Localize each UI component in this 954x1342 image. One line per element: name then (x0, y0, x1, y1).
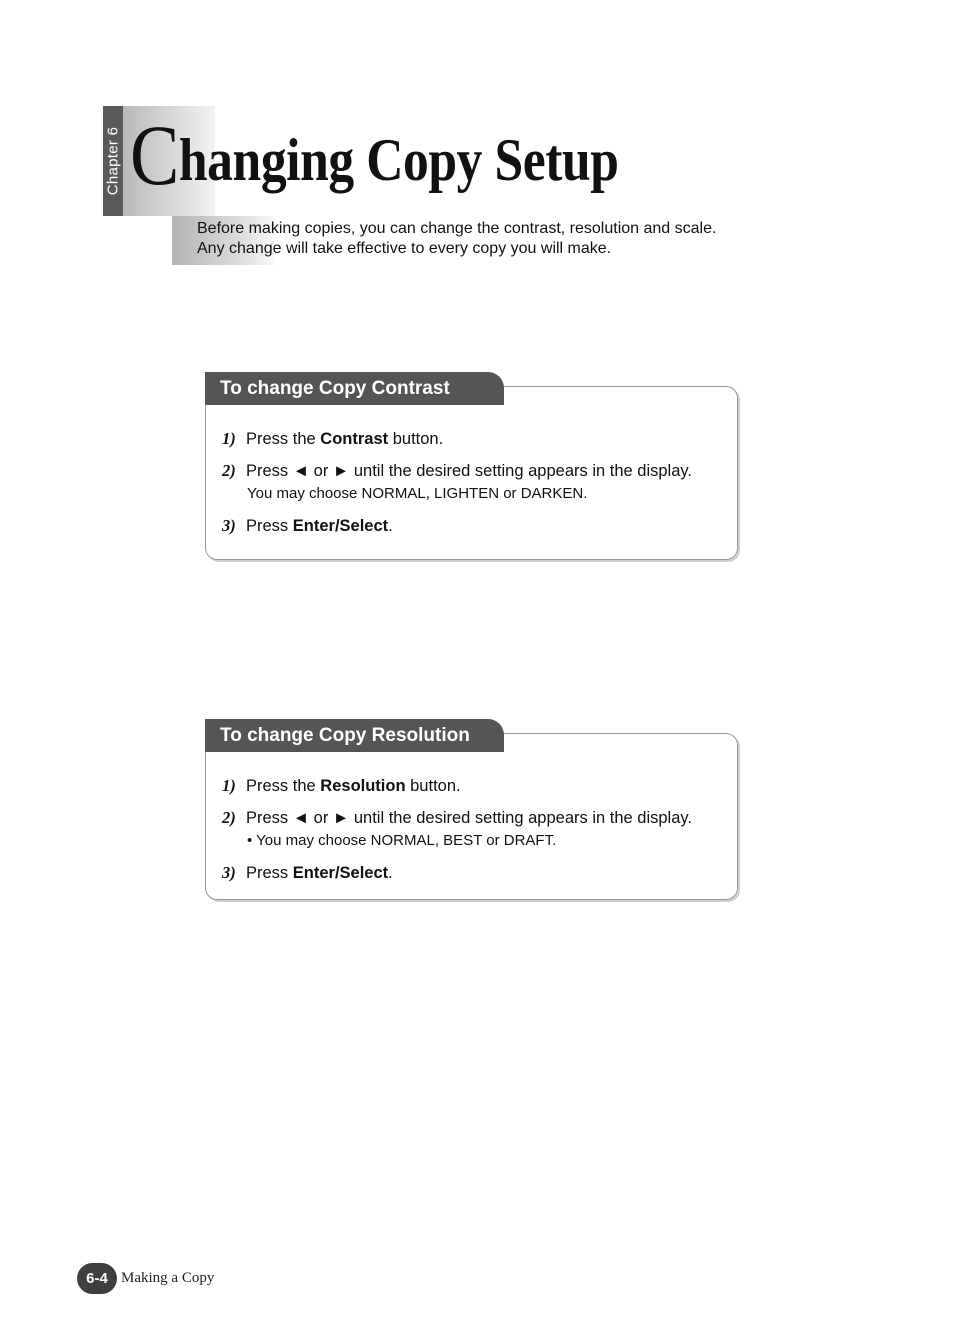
contrast-step-3 (222, 516, 393, 536)
step-text: Press the (246, 430, 321, 448)
contrast-step-1 (222, 429, 443, 449)
contrast-button-label: Contrast (320, 430, 389, 448)
step-text: button. (405, 777, 461, 795)
step-text: Press (246, 864, 293, 882)
footer-section-label: Making a Copy (121, 1270, 215, 1286)
resolution-step-3 (222, 863, 393, 883)
chapter-label: Chapter 6 (104, 126, 122, 196)
intro-text: Before making copies, you can change the contrast, resolution and scale. Any change will take effective to every copy you will make. (197, 220, 717, 257)
step-number: 1) (222, 429, 236, 448)
step-number: 3) (222, 516, 236, 535)
page-title (130, 107, 619, 203)
contrast-step-2 (222, 461, 692, 481)
chapter-tab (103, 106, 123, 216)
resolution-section-heading: To change Copy Resolution (205, 719, 504, 752)
step-number: 1) (222, 776, 236, 795)
step-text: button. (388, 430, 444, 448)
step-number: 3) (222, 863, 236, 882)
step-text: Press (246, 517, 293, 535)
step-text: Press the (246, 777, 321, 795)
step-text: . (388, 864, 393, 882)
resolution-step-1 (222, 776, 461, 796)
resolution-options-note: • You may choose NORMAL, BEST or DRAFT. (247, 832, 557, 849)
step-text: Press ◄ or ► until the desired setting appears in the display. (246, 462, 692, 480)
page-number-badge: 6-4 (77, 1263, 117, 1294)
title-rest: hanging Copy Setup (178, 127, 619, 193)
contrast-section-heading: To change Copy Contrast (205, 372, 504, 405)
step-text: . (388, 517, 393, 535)
enter-select-label: Enter/Select (292, 864, 389, 882)
title-initial: C (130, 107, 179, 203)
step-number: 2) (222, 808, 236, 827)
step-number: 2) (222, 461, 236, 480)
step-text: Press ◄ or ► until the desired setting appears in the display. (246, 809, 692, 827)
enter-select-label: Enter/Select (292, 517, 389, 535)
resolution-button-label: Resolution (320, 777, 406, 795)
resolution-step-2 (222, 808, 692, 828)
contrast-options-note: You may choose NORMAL, LIGHTEN or DARKEN. (247, 485, 588, 502)
